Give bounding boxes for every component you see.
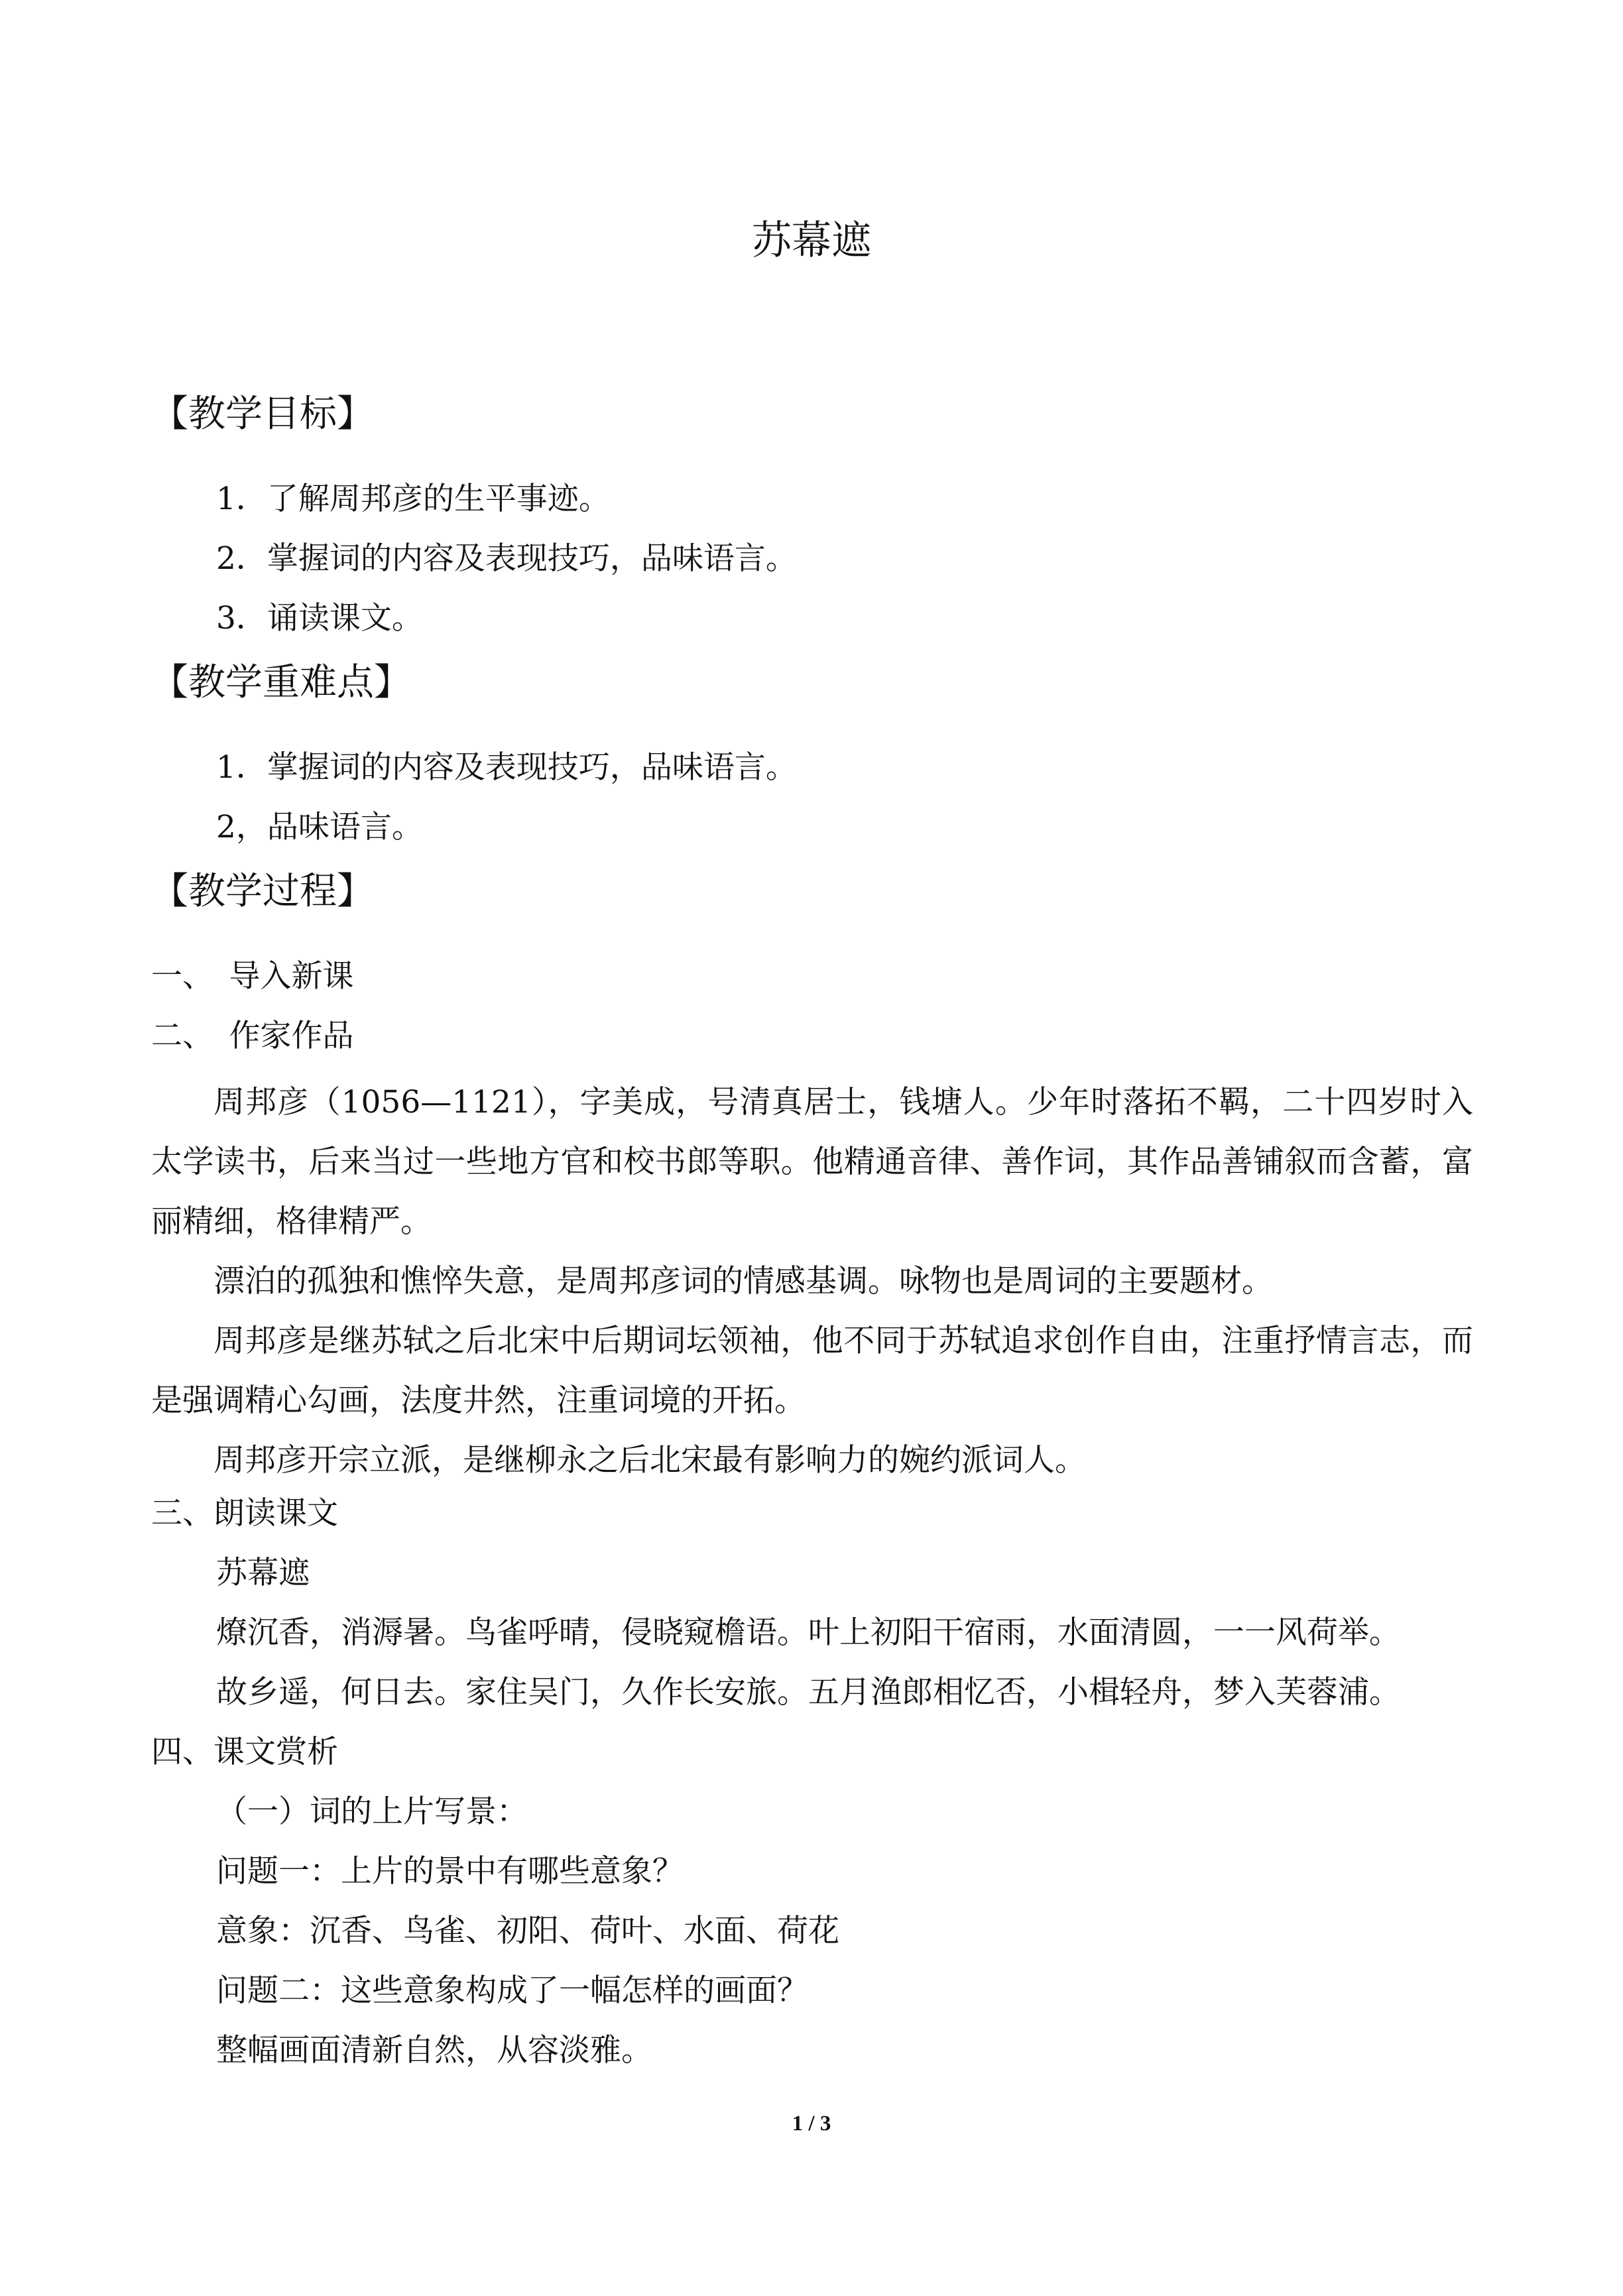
school-paragraph: 周邦彦开宗立派，是继柳永之后北宋最有影响力的婉约派词人。 [213, 1442, 1086, 1479]
step-3-heading: 三、朗读课文 [151, 1495, 338, 1532]
question-2: 问题二：这些意象构成了一幅怎样的画面？ [216, 1972, 808, 2009]
emotion-paragraph: 漂泊的孤独和憔悴失意，是周邦彦词的情感基调。咏物也是周词的主要题材。 [213, 1263, 1273, 1299]
step-1-heading: 一、 导入新课 [151, 958, 354, 995]
document-title: 苏幕遮 [752, 217, 871, 264]
style-paragraph: 周邦彦是继苏轼之后北宋中后期词坛领袖，他不同于苏轼追求创作自由，注重抒情言志，而是强调精心勾画，法度井然，注重词境的开拓。 [151, 1323, 1473, 1419]
process-heading: 【教学过程】 [151, 870, 374, 913]
answer-1: 意象：沉香、鸟雀、初阳、荷叶、水面、荷花 [216, 1913, 839, 1949]
author-bio-paragraph: 周邦彦（1056—1121），字美成，号清真居士，钱塘人。少年时落拓不羁，二十四岁时入太学读书，后来当过一些地方官和校书郎等职。他精通音律、善作词，其作品善铺叙而含蓄，富丽精细，格律精严。 [151, 1084, 1473, 1240]
poem-line-2: 故乡遥，何日去。家住吴门，久作长安旅。五月渔郎相忆否，小楫轻舟，梦入芙蓉浦。 [216, 1674, 1400, 1711]
objective-item-3: 3．诵读课文。 [216, 600, 423, 636]
question-1: 问题一：上片的景中有哪些意象？ [216, 1853, 684, 1890]
key-points-heading: 【教学重难点】 [151, 661, 411, 704]
step-4-heading: 四、课文赏析 [151, 1734, 338, 1770]
page-number: 1 / 3 [792, 2112, 831, 2136]
key-point-item-2: 2，品味语言。 [216, 809, 423, 845]
subsection-1-heading: （一）词的上片写景： [216, 1793, 528, 1830]
poem-line-1: 燎沉香，消溽暑。鸟雀呼晴，侵晓窥檐语。叶上初阳干宿雨，水面清圆，一一风荷举。 [216, 1614, 1400, 1651]
objective-item-1: 1．了解周邦彦的生平事迹。 [216, 481, 610, 517]
objectives-heading: 【教学目标】 [151, 393, 374, 436]
step-2-heading: 二、 作家作品 [151, 1018, 354, 1054]
key-point-item-1: 1．掌握词的内容及表现技巧，品味语言。 [216, 749, 797, 786]
objective-item-2: 2．掌握词的内容及表现技巧，品味语言。 [216, 540, 797, 577]
poem-title: 苏幕遮 [216, 1555, 310, 1591]
answer-2: 整幅画面清新自然，从容淡雅。 [216, 2032, 652, 2069]
